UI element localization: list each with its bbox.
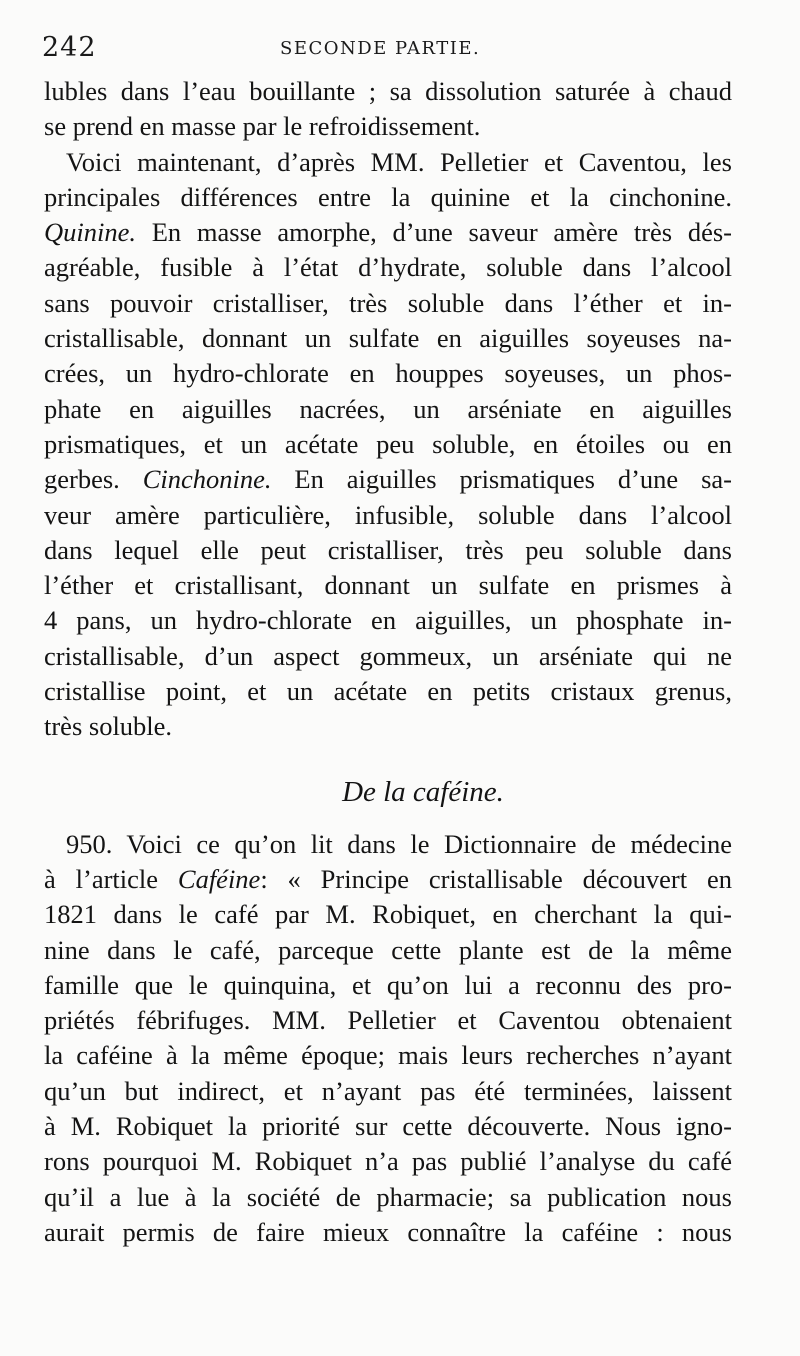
text-line [44, 145, 732, 180]
text-run: Voici maintenant, d’après MM. Pelletier et Caventou, les [66, 146, 732, 177]
text-line [44, 1003, 732, 1038]
text-line [44, 1109, 732, 1144]
text-line [44, 709, 732, 744]
text-run: rons pourquoi M. Robiquet n’a pas publié l’analyse du café [44, 1146, 732, 1177]
text-run: gerbes. [44, 464, 143, 495]
text-run: 950. Voici ce qu’on lit dans le Dictionnaire de médecine [66, 828, 732, 859]
text-line [44, 533, 732, 568]
text-line [44, 827, 732, 862]
text-line [44, 1038, 732, 1073]
text-line [44, 180, 732, 215]
text-run: crées, un hydro-chlorate en houppes soyeuses, un phos- [44, 358, 732, 389]
body-text [44, 74, 732, 1250]
text-line [44, 968, 732, 1003]
text-line [44, 498, 732, 533]
running-title: SECONDE PARTIE. [280, 38, 481, 59]
text-line [44, 674, 732, 709]
text-line [44, 639, 732, 674]
text-run: dans lequel elle peut cristalliser, très peu soluble dans [44, 534, 732, 565]
text-line [44, 215, 732, 250]
page-number: 242 [42, 32, 97, 63]
text-run: la caféine à la même époque; mais leurs recherches n’ayant [44, 1040, 732, 1071]
text-run: très soluble. [44, 711, 173, 742]
paragraph-quinine-cinchonine [44, 74, 732, 745]
text-line [44, 897, 732, 932]
text-line [44, 1074, 732, 1109]
text-run: aurait permis de faire mieux connaître la caféine : nous [44, 1216, 732, 1247]
paragraph-cafeine [44, 827, 732, 1251]
text-line [44, 1215, 732, 1250]
text-line [44, 250, 732, 285]
text-run: principales différences entre la quinine et la cinchonine. [44, 181, 732, 212]
text-run: l’éther et cristallisant, donnant un sulfate en prismes à [44, 570, 732, 601]
text-run: famille que le quinquina, et qu’on lui a reconnu des pro- [44, 969, 732, 1000]
text-run: veur amère particulière, infusible, soluble dans l’alcool [44, 499, 732, 530]
text-line [44, 427, 732, 462]
text-line [44, 1144, 732, 1179]
text-run: à M. Robiquet la priorité sur cette découverte. Nous igno- [44, 1111, 732, 1142]
text-run: : « Principe cristallisable découvert en [260, 863, 732, 894]
text-line [44, 568, 732, 603]
text-line [44, 862, 732, 897]
text-run: prismatiques, et un acétate peu soluble, en étoiles ou en [44, 428, 732, 459]
text-run: agréable, fusible à l’état d’hydrate, soluble dans l’alcool [44, 252, 732, 283]
text-run: sans pouvoir cristalliser, très soluble dans l’éther et in- [44, 287, 732, 318]
text-line [44, 1180, 732, 1215]
text-run: qu’il a lue à la société de pharmacie; sa publication nous [44, 1181, 732, 1212]
text-run: cristallise point, et un acétate en petits cristaux grenus, [44, 676, 732, 707]
text-line [44, 462, 732, 497]
text-run: cristallisable, donnant un sulfate en aiguilles soyeuses na- [44, 323, 732, 354]
text-line [44, 321, 732, 356]
text-run: à l’article [44, 863, 178, 894]
text-run: cristallisable, d’un aspect gommeux, un arséniate qui ne [44, 640, 732, 671]
text-run: 1821 dans le café par M. Robiquet, en cherchant la qui- [44, 899, 732, 930]
text-run: lubles dans l’eau bouillante ; sa dissolution saturée à chaud [44, 76, 732, 106]
italic-term: Quinine. [44, 217, 136, 248]
text-run: se prend en masse par le refroidissement. [44, 111, 481, 142]
italic-term: Cinchonine. [142, 464, 272, 495]
text-line [44, 286, 732, 321]
text-line [44, 356, 732, 391]
text-run: priétés fébrifuges. MM. Pelletier et Caventou obtenaient [44, 1005, 732, 1036]
text-run: phate en aiguilles nacrées, un arséniate en aiguilles [44, 393, 732, 424]
text-run: En aiguilles prismatiques d’une sa- [271, 464, 732, 495]
text-line [44, 392, 732, 427]
text-run: nine dans le café, parceque cette plante est de la même [44, 934, 732, 965]
text-run: qu’un but indirect, et n’ayant pas été terminées, laissent [44, 1075, 732, 1106]
text-line [44, 74, 732, 109]
text-line [44, 603, 732, 638]
running-head [40, 26, 740, 66]
text-run: En masse amorphe, d’une saveur amère très dés- [136, 217, 732, 248]
section-heading: De la caféine. [342, 775, 504, 808]
text-line [44, 933, 732, 968]
italic-term: Caféine [177, 863, 261, 894]
text-line [44, 109, 732, 144]
text-run: 4 pans, un hydro-chlorate en aiguilles, un phosphate in- [44, 605, 732, 636]
